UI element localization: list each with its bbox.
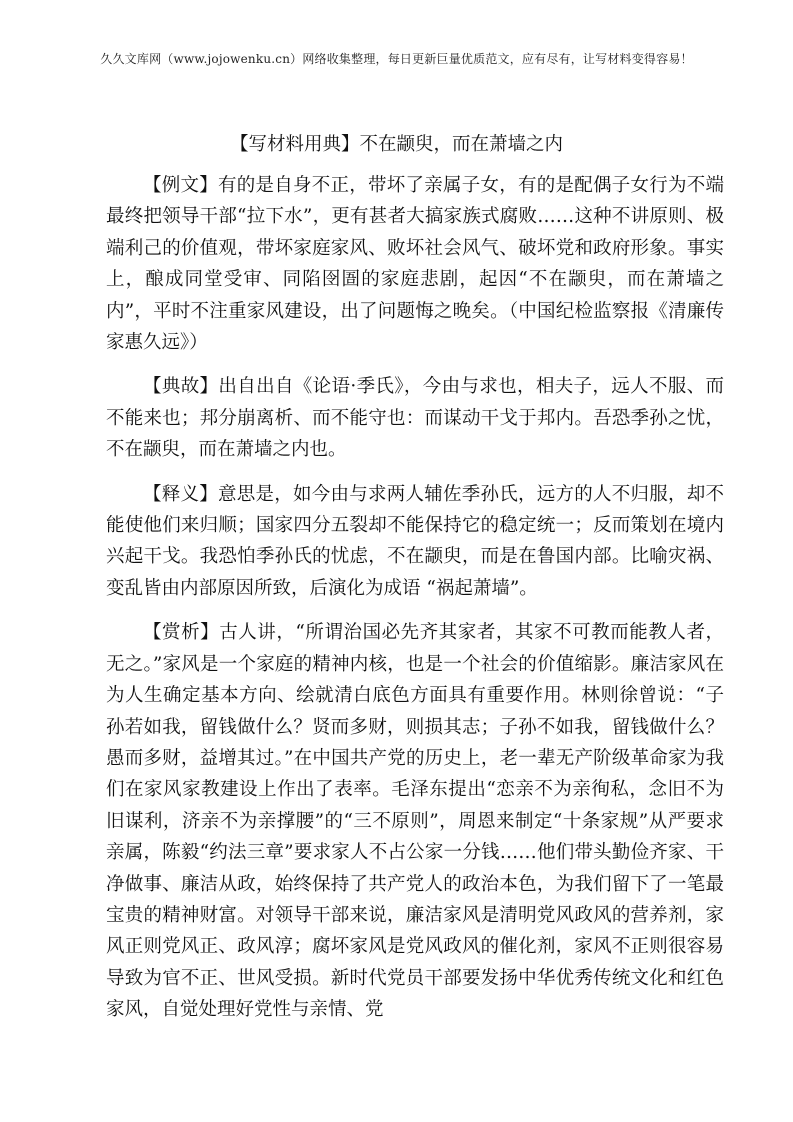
paragraph-example: 【例文】有的是自身不正，带坏了亲属子女，有的是配偶子女行为不端最终把领导干部“拉下水”，更有甚者大搞家族式腐败……这种不讲原则、极端利己的价值观，带坏家庭家风、败坏社会风气、破坏党和政府形象。事实上，酿成同堂受审、同陷囹圄的家庭悲剧，起因“不在颛臾，而在萧墙之内”，平时不注重家风建设，出了问题悔之晚矣。（中国纪检监察报《清廉传家惠久远》） <box>106 175 724 354</box>
document-title: 【写材料用典】不在颛臾，而在萧墙之内 <box>229 134 563 155</box>
paragraph-allusion: 【典故】出自出自《论语·季氏》，今由与求也，相夫子，远人不服、而不能来也；邦分崩离析、而不能守也：而谋动干戈于邦内。吾恐季孙之忧，不在颛臾，而在萧墙之内也。 <box>106 376 724 461</box>
paragraph-meaning: 【释义】意思是，如今由与求两人辅佐季孙氏，远方的人不归服，却不能使他们来归顺；国家四分五裂却不能保持它的稳定统一；反而策划在境内兴起干戈。我恐怕季孙氏的忧虑，不在颛臾，而是在鲁国内部。比喻灾祸、变乱皆由内部原因所致，后演化为成语 “祸起萧墙”。 <box>106 483 724 599</box>
document-body <box>106 170 724 1039</box>
paragraph-appreciation: 【赏析】古人讲，“所谓治国必先齐其家者，其家不可教而能教人者，无之。”家风是一个家庭的精神内核，也是一个社会的价值缩影。廉洁家风在为人生确定基本方向、绘就清白底色方面具有重要作用。林则徐曾说：“子孙若如我，留钱做什么？贤而多财，则损其志；子孙不如我，留钱做什么？愚而多财，益增其过。”在中国共产党的历史上，老一辈无产阶级革命家为我们在家风家教建设上作出了表率。毛泽东提出“恋亲不为亲徇私，念旧不为旧谋利，济亲不为亲撑腰”的“三不原则”，周恩来制定“十条家规”从严要求亲属，陈毅“约法三章”要求家人不占公家一分钱……他们带头勤俭齐家、干净做事、廉洁从政，始终保持了共产党人的政治本色，为我们留下了一笔最宝贵的精神财富。对领导干部来说，廉洁家风是清明党风政风的营养剂，家风正则党风正、政风淳；腐坏家风是党风政风的催化剂，家风不正则很容易导致为官不正、世风受损。新时代党员干部要发扬中华优秀传统文化和红色家风，自觉处理好党性与亲情、党 <box>106 622 724 1021</box>
page-header: 久久文库网（www.jojowenku.cn）网络收集整理，每日更新巨量优质范文，应有尽有，让写材料变得容易！ <box>100 52 693 66</box>
